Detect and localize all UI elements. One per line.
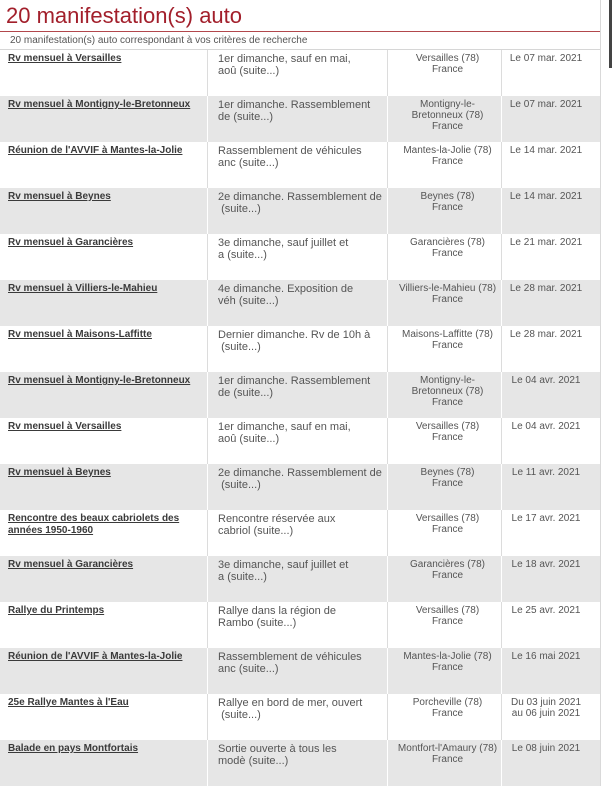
event-title-cell [0,326,208,372]
event-title-link[interactable]: Rv mensuel à Versailles [8,421,122,432]
event-title-link[interactable]: Rv mensuel à Beynes [8,191,111,202]
event-description: 1er dimanche, sauf en mai, aoû [218,53,351,77]
event-country: France [431,64,464,75]
event-date: Le 21 mar. 2021 [509,237,583,248]
event-country: France [431,524,464,535]
event-description: Dernier dimanche. Rv de 10h à [218,329,371,341]
event-date-cell [502,740,600,786]
event-location-cell [388,648,502,694]
event-country: France [431,754,464,765]
event-row [0,556,600,602]
event-country: France [431,340,464,351]
event-location-cell [388,142,502,188]
event-location-cell [388,280,502,326]
event-description-cell [208,648,388,694]
event-location [397,651,499,673]
event-description-cell [208,372,388,418]
event-date-end: au 06 juin 2021 [511,708,581,719]
event-description: 4e dimanche. Exposition de véh [218,283,354,307]
event-date: Le 25 avr. 2021 [511,605,581,616]
event-title-cell [0,188,208,234]
event-city: Montfort-l'Amaury (78) [397,743,498,754]
event-date: Le 14 mar. 2021 [509,191,583,202]
event-title-link[interactable]: Rv mensuel à Garancières [8,559,134,570]
event-city: Porcheville (78) [412,697,483,708]
event-date: Le 07 mar. 2021 [509,53,583,64]
event-country: France [431,570,464,581]
event-title-cell [0,740,208,786]
event-date: Le 04 avr. 2021 [511,375,581,386]
read-more-text: (suite...) [227,249,267,261]
event-row [0,694,600,740]
event-city: Versailles (78) [415,513,480,524]
event-row [0,188,600,234]
event-location [397,421,499,443]
event-description-cell [208,602,388,648]
read-more-text: (suite...) [221,709,261,721]
event-row [0,372,600,418]
read-more-text: (suite...) [238,295,279,307]
event-row [0,418,600,464]
event-description-cell [208,510,388,556]
event-date: Le 08 juin 2021 [511,743,581,754]
event-country: France [431,294,464,305]
event-description: 2e dimanche. Rassemblement de [218,191,382,203]
event-description: Sortie ouverte à tous les modè [218,743,337,767]
results-summary: 20 manifestation(s) auto correspondant à vos critères de recherche [0,32,600,50]
event-country: France [431,708,464,719]
event-location [397,605,499,627]
event-title-cell [0,694,208,740]
event-location-cell [388,740,502,786]
event-title-cell [0,510,208,556]
event-description-cell [208,556,388,602]
event-description-cell [208,50,388,96]
event-location [397,329,499,351]
event-country: France [431,616,464,627]
event-location [397,237,499,259]
event-description-cell [208,694,388,740]
event-city: Villiers-le-Mahieu (78) [398,283,497,294]
event-title-cell [0,96,208,142]
read-more-text: (suite...) [221,203,261,215]
event-row [0,510,600,556]
event-title-link[interactable]: Rallye du Printemps [8,605,105,616]
event-description: 3e dimanche, sauf juillet et a [218,559,349,583]
event-title-link[interactable]: 25e Rallye Mantes à l'Eau [8,697,129,708]
read-more-text: (suite...) [238,157,279,169]
read-more-text: (suite...) [253,525,294,537]
event-country: France [431,156,464,167]
event-country: France [431,478,464,489]
event-date: Du 03 juin 2021 [510,697,582,708]
event-date-cell [502,510,600,556]
event-location-cell [388,326,502,372]
page-scrollbar[interactable] [607,0,612,786]
event-date-cell [502,694,600,740]
event-title-cell [0,648,208,694]
event-city: Versailles (78) [415,53,480,64]
event-title-link[interactable]: Réunion de l'AVVIF à Mantes-la-Jolie [8,145,183,156]
event-title-cell [0,418,208,464]
event-date-cell [502,188,600,234]
event-row [0,740,600,786]
event-date-cell [502,602,600,648]
event-title-link[interactable]: Rv mensuel à Maisons-Laffitte [8,329,152,340]
event-description-cell [208,418,388,464]
read-more-text: (suite...) [221,341,261,353]
event-date-cell [502,50,600,96]
event-description-cell [208,96,388,142]
event-title-cell [0,280,208,326]
event-title-link[interactable]: Rencontre des beaux cabriolets des années 1950-1960 [8,513,180,536]
event-location [397,99,499,132]
event-location-cell [388,694,502,740]
event-location-cell [388,50,502,96]
event-description-cell [208,234,388,280]
event-city: Mantes-la-Jolie (78) [403,651,492,662]
event-description-cell [208,326,388,372]
event-title-link[interactable]: Rv mensuel à Beynes [8,467,111,478]
read-more-text: (suite...) [248,755,289,767]
event-date-cell [502,556,600,602]
event-location [397,145,499,167]
event-country: France [431,121,464,132]
event-title-cell [0,602,208,648]
event-description: Rallye dans la région de Rambo [218,605,337,629]
event-title-link[interactable]: Réunion de l'AVVIF à Mantes-la-Jolie [8,651,183,662]
event-city: Mantes-la-Jolie (78) [403,145,492,156]
event-location [397,467,499,489]
event-title-cell [0,234,208,280]
event-description-cell [208,142,388,188]
read-more-text: (suite...) [238,663,279,675]
event-row [0,464,600,510]
event-city: Versailles (78) [415,605,480,616]
event-description-cell [208,280,388,326]
event-row [0,234,600,280]
event-city: Garancières (78) [409,237,486,248]
event-date: Le 18 avr. 2021 [511,559,581,570]
event-date: Le 04 avr. 2021 [511,421,581,432]
event-row [0,602,600,648]
event-date: Le 17 avr. 2021 [511,513,581,524]
event-location-cell [388,372,502,418]
event-date-cell [502,418,600,464]
event-country: France [431,662,464,673]
event-title-cell [0,142,208,188]
event-city: Montigny-le-Bretonneux (78) [411,375,484,397]
event-location-cell [388,556,502,602]
event-title-link[interactable]: Rv mensuel à Garancières [8,237,134,248]
event-city: Montigny-le-Bretonneux (78) [411,99,484,121]
event-location-cell [388,188,502,234]
event-title-cell [0,556,208,602]
event-row [0,648,600,694]
event-description: 3e dimanche, sauf juillet et a [218,237,349,261]
event-description-cell [208,740,388,786]
read-more-text: (suite...) [239,433,280,445]
event-location-cell [388,602,502,648]
event-date-cell [502,234,600,280]
event-country: France [431,248,464,259]
events-table [0,50,600,786]
event-city: Beynes (78) [420,191,475,202]
event-location-cell [388,418,502,464]
event-city: Maisons-Laffitte (78) [402,329,493,340]
event-row [0,142,600,188]
event-row [0,280,600,326]
event-date-cell [502,142,600,188]
event-date-cell [502,464,600,510]
event-location [397,559,499,581]
event-description: 2e dimanche. Rassemblement de [218,467,382,479]
event-title-cell [0,50,208,96]
event-date: Le 28 mar. 2021 [509,329,583,340]
event-location [397,53,499,75]
event-description: Rassemblement de véhicules anc [218,651,362,675]
event-description-cell [208,188,388,234]
event-city: Versailles (78) [415,421,480,432]
read-more-text: (suite...) [239,65,280,77]
event-description: 1er dimanche. Rassemblement de [218,99,371,123]
event-row [0,326,600,372]
event-description: Rallye en bord de mer, ouvert [218,697,363,709]
read-more-text: (suite...) [233,387,274,399]
event-location [397,697,499,719]
event-date-cell [502,326,600,372]
event-date: Le 16 mai 2021 [511,651,581,662]
event-title-link[interactable]: Rv mensuel à Versailles [8,53,122,64]
event-title-cell [0,464,208,510]
event-description-cell [208,464,388,510]
event-city: Garancières (78) [409,559,486,570]
event-location-cell [388,96,502,142]
event-location-cell [388,510,502,556]
event-location [397,513,499,535]
event-description: Rencontre réservée aux cabriol [218,513,336,537]
event-country: France [431,202,464,213]
read-more-text: (suite...) [227,571,267,583]
event-date-cell [502,96,600,142]
event-title-link[interactable]: Rv mensuel à Montigny-le-Bretonneux [8,99,191,110]
read-more-text: (suite...) [233,111,274,123]
event-title-link[interactable]: Rv mensuel à Villiers-le-Mahieu [8,283,158,294]
read-more-text: (suite...) [256,617,297,629]
event-location [397,191,499,213]
event-description: Rassemblement de véhicules anc [218,145,362,169]
event-location-cell [388,464,502,510]
event-row [0,96,600,142]
event-date: Le 28 mar. 2021 [509,283,583,294]
event-location [397,743,499,765]
event-date-cell [502,648,600,694]
event-title-link[interactable]: Balade en pays Montfortais [8,743,139,754]
event-description: 1er dimanche. Rassemblement de [218,375,371,399]
event-country: France [431,432,464,443]
read-more-text: (suite...) [221,479,261,491]
event-row [0,50,600,96]
event-country: France [431,397,464,408]
event-date: Le 11 avr. 2021 [511,467,581,478]
event-city: Beynes (78) [420,467,475,478]
page-title: 20 manifestation(s) auto [0,0,600,32]
event-title-link[interactable]: Rv mensuel à Montigny-le-Bretonneux [8,375,191,386]
event-description: 1er dimanche, sauf en mai, aoû [218,421,351,445]
event-location [397,375,499,408]
event-title-cell [0,372,208,418]
event-location [397,283,499,305]
event-date-cell [502,372,600,418]
event-date: Le 14 mar. 2021 [509,145,583,156]
event-location-cell [388,234,502,280]
event-date-cell [502,280,600,326]
event-date: Le 07 mar. 2021 [509,99,583,110]
